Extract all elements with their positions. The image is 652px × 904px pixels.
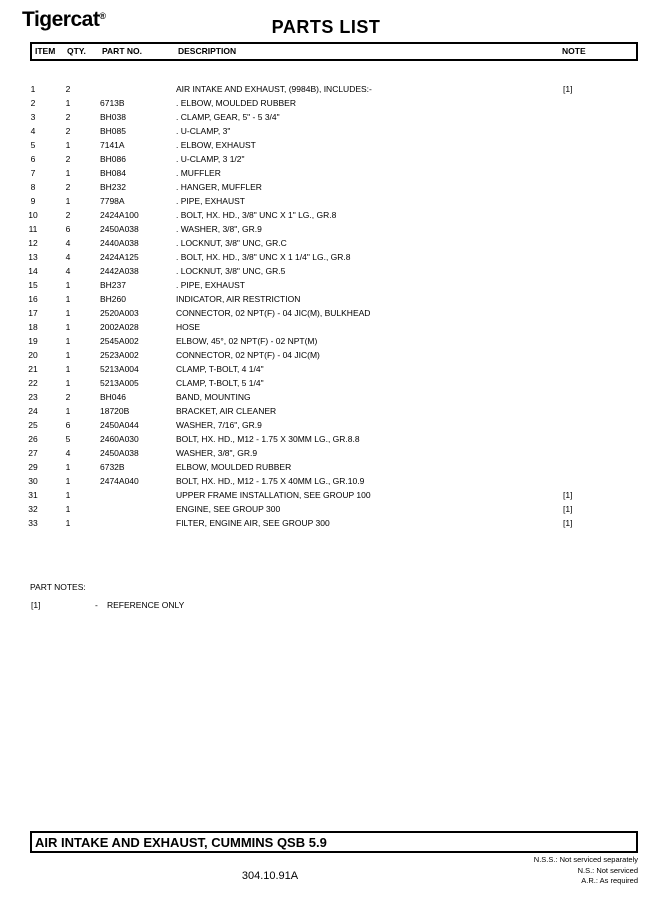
cell-part_no: BH232 — [100, 182, 126, 192]
cell-item: 23 — [28, 392, 38, 402]
cell-qty: 1 — [65, 504, 71, 514]
cell-description: . ELBOW, EXHAUST — [176, 140, 256, 150]
table-row — [0, 502, 652, 516]
cell-description: BRACKET, AIR CLEANER — [176, 406, 277, 416]
cell-qty: 2 — [65, 392, 71, 402]
table-row — [0, 334, 652, 348]
cell-item: 12 — [28, 238, 38, 248]
cell-item: 3 — [30, 112, 36, 122]
cell-item: 17 — [28, 308, 38, 318]
table-row — [0, 250, 652, 264]
cell-description: . U-CLAMP, 3 1/2" — [176, 154, 245, 164]
cell-item: 7 — [30, 168, 36, 178]
cell-qty: 1 — [65, 518, 71, 528]
cell-item: 9 — [30, 196, 36, 206]
table-row — [0, 306, 652, 320]
cell-description: . LOCKNUT, 3/8" UNC, GR.5 — [176, 266, 286, 276]
cell-description: HOSE — [176, 322, 201, 332]
cell-description: . BOLT, HX. HD., 3/8" UNC X 1" LG., GR.8 — [176, 210, 337, 220]
cell-qty: 1 — [65, 322, 71, 332]
cell-description: WASHER, 3/8", GR.9 — [176, 448, 258, 458]
cell-qty: 1 — [65, 350, 71, 360]
cell-note: [1] — [563, 84, 573, 94]
cell-item: 15 — [28, 280, 38, 290]
cell-description: . LOCKNUT, 3/8" UNC, GR.C — [176, 238, 287, 248]
cell-part_no: 2450A038 — [100, 224, 139, 234]
column-header-qty: QTY. — [67, 46, 86, 56]
cell-qty: 6 — [65, 420, 71, 430]
table-row — [0, 166, 652, 180]
cell-item: 5 — [30, 140, 36, 150]
cell-description: . U-CLAMP, 3" — [176, 126, 231, 136]
table-row — [0, 320, 652, 334]
table-row — [0, 418, 652, 432]
table-row — [0, 138, 652, 152]
legend-line-ns: N.S.: Not serviced — [577, 865, 638, 875]
cell-qty: 4 — [65, 238, 71, 248]
logo-text: Tigercat — [22, 8, 100, 31]
cell-qty: 2 — [65, 154, 71, 164]
table-row — [0, 446, 652, 460]
cell-description: ENGINE, SEE GROUP 300 — [176, 504, 281, 514]
cell-part_no: 2424A100 — [100, 210, 139, 220]
cell-qty: 1 — [65, 462, 71, 472]
column-header-description: DESCRIPTION — [178, 46, 237, 56]
cell-qty: 2 — [65, 182, 71, 192]
cell-item: 25 — [28, 420, 38, 430]
cell-qty: 1 — [65, 490, 71, 500]
cell-item: 2 — [30, 98, 36, 108]
cell-qty: 4 — [65, 266, 71, 276]
cell-description: CLAMP, T-BOLT, 5 1/4" — [176, 378, 264, 388]
cell-item: 11 — [28, 224, 38, 234]
cell-part_no: BH086 — [100, 154, 126, 164]
cell-description: . PIPE, EXHAUST — [176, 280, 245, 290]
cell-part_no: BH084 — [100, 168, 126, 178]
cell-qty: 2 — [65, 84, 71, 94]
service-legend — [534, 855, 638, 887]
cell-item: 22 — [28, 378, 38, 388]
legend-line-nss: N.S.S.: Not serviced separately — [533, 855, 638, 864]
cell-part_no: BH038 — [100, 112, 126, 122]
cell-item: 6 — [30, 154, 36, 164]
cell-part_no: 5213A004 — [100, 364, 139, 374]
cell-qty: 1 — [65, 336, 71, 346]
cell-qty: 1 — [65, 98, 71, 108]
table-row — [0, 96, 652, 110]
table-row — [0, 180, 652, 194]
table-row — [0, 474, 652, 488]
cell-item: 8 — [30, 182, 36, 192]
cell-part_no: 6732B — [100, 462, 125, 472]
cell-description: ELBOW, MOULDED RUBBER — [176, 462, 292, 472]
table-row — [0, 278, 652, 292]
cell-qty: 5 — [65, 434, 71, 444]
table-row — [0, 236, 652, 250]
cell-note: [1] — [563, 490, 573, 500]
part-notes-heading: PART NOTES: — [30, 582, 86, 592]
cell-description: UPPER FRAME INSTALLATION, SEE GROUP 100 — [176, 490, 371, 500]
table-row — [0, 362, 652, 376]
part-note-line — [0, 598, 652, 612]
cell-item: 18 — [28, 322, 38, 332]
table-row — [0, 376, 652, 390]
cell-description: AIR INTAKE AND EXHAUST, (9984B), INCLUDES:- — [176, 84, 372, 94]
cell-part_no: 2523A002 — [100, 350, 139, 360]
column-header-item: ITEM — [35, 46, 56, 56]
cell-item: 13 — [28, 252, 38, 262]
cell-item: 29 — [28, 462, 38, 472]
part-note-text: REFERENCE ONLY — [107, 600, 185, 610]
cell-item: 20 — [28, 350, 38, 360]
cell-item: 30 — [28, 476, 38, 486]
cell-part_no: 2450A038 — [100, 448, 139, 458]
cell-qty: 1 — [65, 140, 71, 150]
cell-item: 21 — [28, 364, 38, 374]
cell-description: BOLT, HX. HD., M12 - 1.75 X 30MM LG., GR.8.8 — [176, 434, 360, 444]
cell-qty: 1 — [65, 364, 71, 374]
page-number: 304.10.91A — [241, 870, 299, 882]
cell-description: . BOLT, HX. HD., 3/8" UNC X 1 1/4" LG., GR.8 — [176, 252, 351, 262]
cell-note: [1] — [563, 504, 573, 514]
cell-item: 19 — [28, 336, 38, 346]
cell-item: 26 — [28, 434, 38, 444]
table-row — [0, 348, 652, 362]
table-row — [0, 208, 652, 222]
table-row — [0, 404, 652, 418]
cell-description: WASHER, 7/16", GR.9 — [176, 420, 262, 430]
cell-item: 16 — [28, 294, 38, 304]
cell-part_no: 2424A125 — [100, 252, 139, 262]
table-row — [0, 110, 652, 124]
cell-description: INDICATOR, AIR RESTRICTION — [176, 294, 301, 304]
cell-part_no: 2440A038 — [100, 238, 139, 248]
cell-qty: 1 — [65, 280, 71, 290]
table-row — [0, 222, 652, 236]
cell-qty: 4 — [65, 448, 71, 458]
cell-qty: 4 — [65, 252, 71, 262]
table-rows — [0, 82, 652, 530]
cell-qty: 1 — [65, 378, 71, 388]
column-header-note: NOTE — [562, 46, 586, 56]
cell-part_no: 7141A — [100, 140, 125, 150]
cell-part_no: 7798A — [100, 196, 125, 206]
part-note-dash: - — [95, 600, 98, 610]
table-row — [0, 390, 652, 404]
cell-item: 14 — [28, 266, 38, 276]
cell-item: 31 — [28, 490, 38, 500]
cell-part_no: 2442A038 — [100, 266, 139, 276]
cell-description: ELBOW, 45°, 02 NPT(F) - 02 NPT(M) — [176, 336, 318, 346]
table-row — [0, 516, 652, 530]
cell-item: 10 — [28, 210, 38, 220]
cell-qty: 2 — [65, 112, 71, 122]
table-row — [0, 488, 652, 502]
cell-qty: 1 — [65, 168, 71, 178]
cell-note: [1] — [563, 518, 573, 528]
table-row — [0, 292, 652, 306]
table-row — [0, 460, 652, 474]
cell-description: CONNECTOR, 02 NPT(F) - 04 JIC(M), BULKHEAD — [176, 308, 371, 318]
table-row — [0, 124, 652, 138]
cell-item: 24 — [28, 406, 38, 416]
cell-description: . MUFFLER — [176, 168, 221, 178]
cell-part_no: 2450A044 — [100, 420, 139, 430]
cell-qty: 2 — [65, 210, 71, 220]
legend-line-ar: A.R.: As required — [581, 876, 638, 885]
cell-part_no: 5213A005 — [100, 378, 139, 388]
cell-part_no: BH046 — [100, 392, 126, 402]
page-title: PARTS LIST — [271, 17, 381, 37]
cell-part_no: 2460A030 — [100, 434, 139, 444]
cell-description: BAND, MOUNTING — [176, 392, 251, 402]
cell-description: . WASHER, 3/8", GR.9 — [176, 224, 262, 234]
table-header — [30, 42, 638, 61]
column-header-part-no: PART NO. — [102, 46, 142, 56]
cell-item: 1 — [30, 84, 36, 94]
cell-description: . HANGER, MUFFLER — [176, 182, 262, 192]
cell-description: . CLAMP, GEAR, 5" - 5 3/4" — [176, 112, 280, 122]
assembly-title-box — [30, 831, 638, 853]
cell-qty: 1 — [65, 196, 71, 206]
cell-qty: 1 — [65, 476, 71, 486]
cell-part_no: 2002A028 — [100, 322, 139, 332]
cell-qty: 1 — [65, 406, 71, 416]
cell-part_no: 18720B — [100, 406, 130, 416]
cell-part_no: 2545A002 — [100, 336, 139, 346]
table-row — [0, 82, 652, 96]
cell-item: 32 — [28, 504, 38, 514]
cell-description: CLAMP, T-BOLT, 4 1/4" — [176, 364, 264, 374]
cell-qty: 1 — [65, 294, 71, 304]
cell-description: FILTER, ENGINE AIR, SEE GROUP 300 — [176, 518, 330, 528]
cell-part_no: 2474A040 — [100, 476, 139, 486]
cell-qty: 1 — [65, 308, 71, 318]
cell-qty: 6 — [65, 224, 71, 234]
cell-description: . PIPE, EXHAUST — [176, 196, 245, 206]
cell-part_no: 2520A003 — [100, 308, 139, 318]
cell-qty: 2 — [65, 126, 71, 136]
table-row — [0, 194, 652, 208]
cell-item: 33 — [28, 518, 38, 528]
assembly-title: AIR INTAKE AND EXHAUST, CUMMINS QSB 5.9 — [35, 834, 327, 850]
table-row — [0, 432, 652, 446]
cell-description: CONNECTOR, 02 NPT(F) - 04 JIC(M) — [176, 350, 320, 360]
cell-item: 4 — [30, 126, 36, 136]
cell-description: . ELBOW, MOULDED RUBBER — [176, 98, 296, 108]
cell-item: 27 — [28, 448, 38, 458]
part-note-ref: [1] — [31, 600, 41, 610]
cell-part_no: 6713B — [100, 98, 125, 108]
table-row — [0, 264, 652, 278]
table-row — [0, 152, 652, 166]
cell-part_no: BH260 — [100, 294, 126, 304]
cell-description: BOLT, HX. HD., M12 - 1.75 X 40MM LG., GR.10.9 — [176, 476, 365, 486]
cell-part_no: BH085 — [100, 126, 126, 136]
registered-trademark-symbol: ® — [99, 11, 106, 21]
cell-part_no: BH237 — [100, 280, 126, 290]
